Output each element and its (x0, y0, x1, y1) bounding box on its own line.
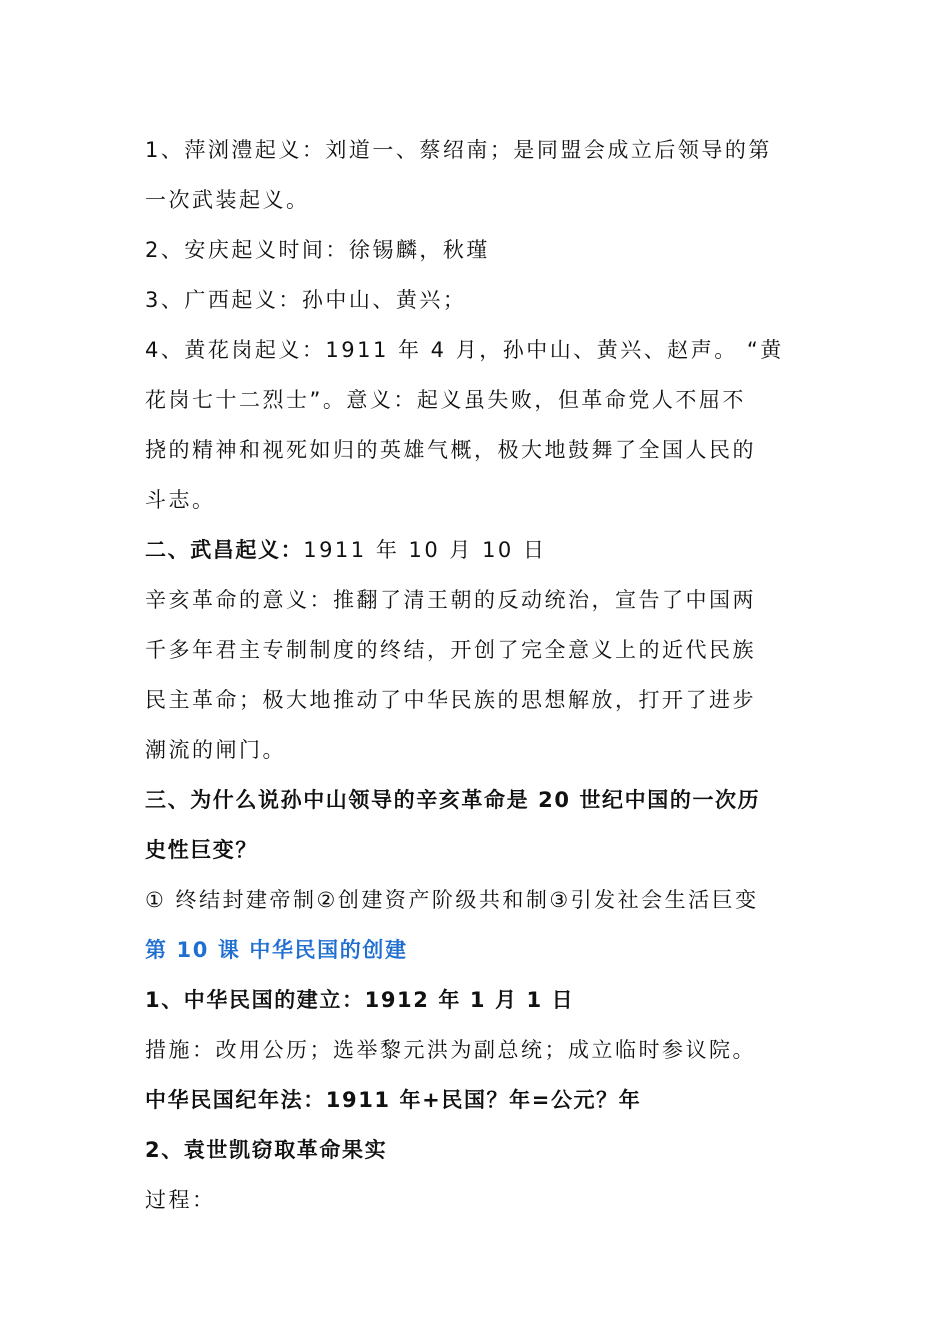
question-heading: 三、为什么说孙中山领导的辛亥革命是 20 世纪中国的一次历 (145, 788, 761, 812)
text-line: 一次武装起义。 (145, 188, 310, 212)
section-heading-date: 1911 年 10 月 10 日 (303, 538, 547, 562)
text-line: 民主革命；极大地推动了中华民族的思想解放，打开了进步 (145, 688, 756, 712)
text-line: 1、萍浏澧起义：刘道一、蔡绍南；是同盟会成立后领导的第 (145, 138, 772, 162)
text-line: 斗志。 (145, 488, 216, 512)
subsection-heading: 2、袁世凯窃取革命果实 (145, 1138, 388, 1162)
lesson-title: 第 10 课 中华民国的创建 (145, 938, 408, 962)
question-heading: 史性巨变？ (145, 838, 258, 862)
text-line: 挠的精神和视死如归的英雄气概，极大地鼓舞了全国人民的 (145, 438, 756, 462)
subsection-heading: 1、中华民国的建立：1912 年 1 月 1 日 (145, 988, 575, 1012)
text-line: 2、安庆起义时间：徐锡麟，秋瑾 (145, 238, 490, 262)
text-line: 花岗七十二烈士”。意义：起义虽失败，但革命党人不屈不 (145, 388, 746, 412)
document-body (145, 125, 813, 1225)
text-line: 3、广西起义：孙中山、黄兴； (145, 288, 467, 312)
text-line: 4、黄花岗起义：1911 年 4 月，孙中山、黄兴、赵声。 “黄 (145, 338, 784, 362)
section-heading-label: 二、武昌起义： (145, 538, 304, 562)
text-line: 辛亥革命的意义：推翻了清王朝的反动统治，宣告了中国两 (145, 588, 756, 612)
section-heading-wuchang (145, 525, 813, 575)
text-line: 千多年君主专制制度的终结，开创了完全意义上的近代民族 (145, 638, 756, 662)
text-line: 潮流的闸门。 (145, 738, 286, 762)
calendar-formula: 中华民国纪年法：1911 年+民国？年=公元？年 (145, 1088, 642, 1112)
text-line: 过程： (145, 1188, 216, 1212)
text-line: 措施：改用公历；选举黎元洪为副总统；成立临时参议院。 (145, 1038, 756, 1062)
answer-line: ① 终结封建帝制②创建资产阶级共和制③引发社会生活巨变 (145, 888, 759, 912)
